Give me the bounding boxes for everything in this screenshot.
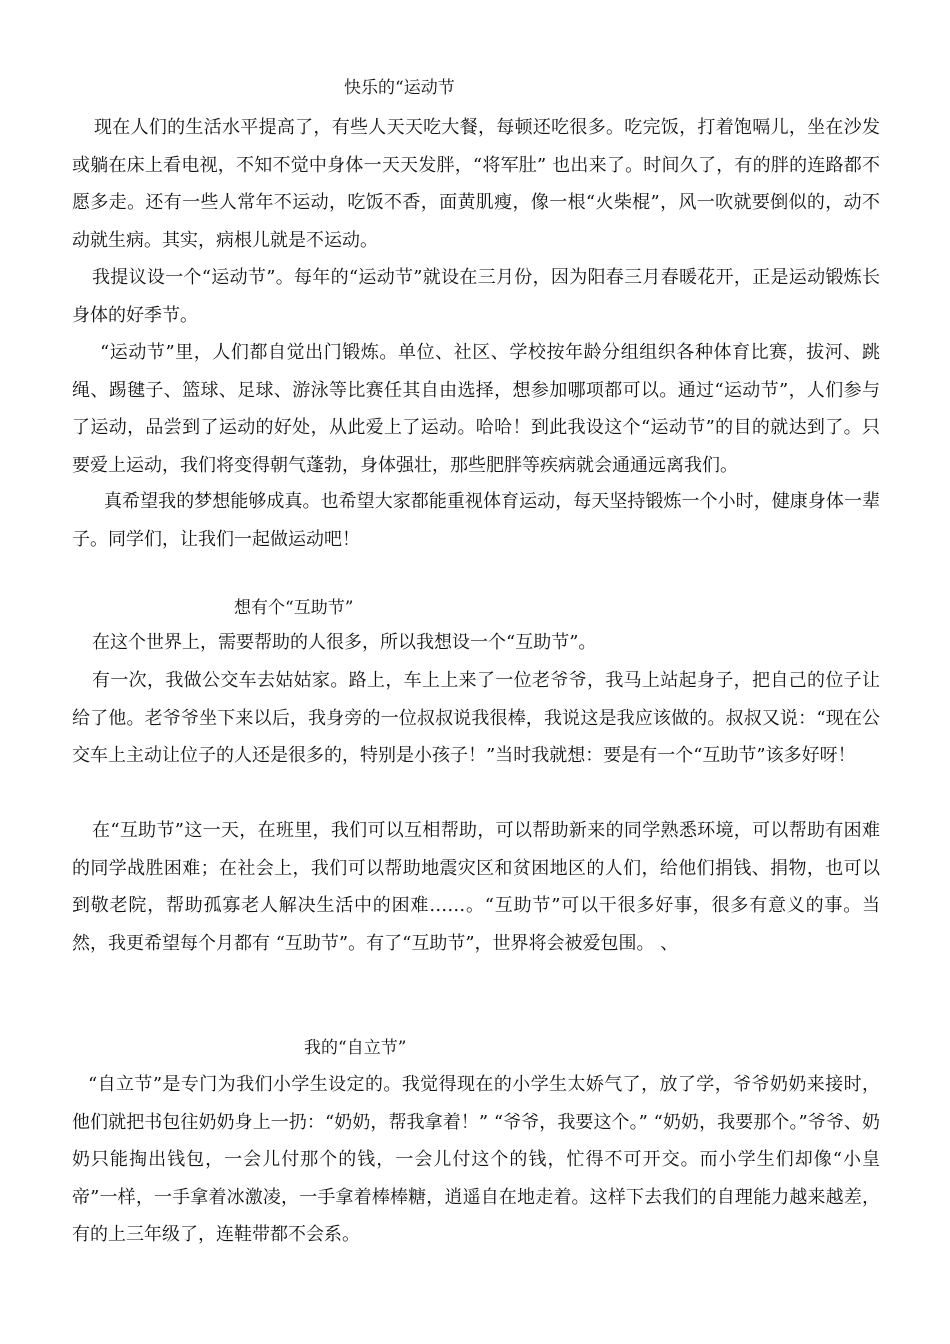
paragraph: 真希望我的梦想能够成真。也希望大家都能重视体育运动，每天坚持锻炼一个小时，健康身体一辈子。同学们，让我们一起做运动吧！ bbox=[72, 491, 880, 550]
paragraph: 我提议设一个“运动节”。每年的“运动节”就设在三月份，因为阳春三月春暖花开，正是运动锻炼长身体的好季节。 bbox=[72, 267, 880, 326]
paragraph: 在“互助节”这一天，在班里，我们可以互相帮助，可以帮助新来的同学熟悉环境，可以帮助有困难的同学战胜困难；在社会上，我们可以帮助地震灾区和贫困地区的人们，给他们捐钱、捐物，也可以到敬老院，帮助孤寡老人解决生活中的困难……。“互助节”可以干很多好事，很多有意义的事。当然，我更希望每个月都有 “互助节”。有了“互助节”，世界将会被爱包围。 、 bbox=[72, 820, 880, 954]
section-title-mutual-help-festival: 想有个“互助节” bbox=[234, 598, 354, 618]
paragraph: 有一次，我做公交车去姑姑家。路上，车上上来了一位老爷爷，我马上站起身子，把自己的位子让给了他。老爷爷坐下来以后，我身旁的一位叔叔说我很棒，我说这是我应该做的。叔叔又说：“现在公交车上主动让位子的人还是很多的，特别是小孩子！”当时我就想：要是有一个“互助节”该多好呀！ bbox=[72, 670, 880, 766]
paragraph: “运动节”里，人们都自觉出门锻炼。单位、社区、学校按年龄分组组织各种体育比赛，拔河、跳绳、踢毽子、篮球、足球、游泳等比赛任其自由选择，想参加哪项都可以。通过“运动节”，人们参与了运动，品尝到了运动的好处，从此爱上了运动。哈哈！到此我设这个“运动节”的目的就达到了。只要爱上运动，我们将变得朝气蓬勃，身体强壮，那些肥胖等疾病就会通通远离我们。 bbox=[72, 342, 880, 476]
paragraph: “自立节”是专门为我们小学生设定的。我觉得现在的小学生太娇气了，放了学，爷爷奶奶来接时，他们就把书包往奶奶身上一扔：“奶奶，帮我拿着！” “爷爷，我要这个。” “奶奶，我要那个。”爷爷、奶奶只能掏出钱包，一会儿付那个的钱，一会儿付这个的钱，忙得不可开交。而小学生们却像“小皇帝”一样，一手拿着冰激凌，一手拿着棒棒糖，逍遥自在地走着。这样下去我们的自理能力越来越差，有的上三年级了，连鞋带都不会系。 bbox=[72, 1074, 880, 1245]
paragraph: 现在人们的生活水平提高了，有些人天天吃大餐，每顿还吃很多。吃完饭，打着饱嗝儿，坐在沙发或躺在床上看电视，不知不觉中身体一天天发胖，“将军肚” 也出来了。时间久了，有的胖的连路都不愿多走。还有一些人常年不运动，吃饭不香，面黄肌瘦，像一根“火柴棍”，风一吹就要倒似的，动不动就生病。其实，病根儿就是不运动。 bbox=[72, 117, 880, 251]
paragraph: 在这个世界上，需要帮助的人很多，所以我想设一个“互助节”。 bbox=[92, 632, 597, 653]
section-title-sports-festival: 快乐的“运动节 bbox=[344, 78, 455, 98]
section-title-self-reliance-festival: 我的“自立节” bbox=[304, 1038, 407, 1058]
